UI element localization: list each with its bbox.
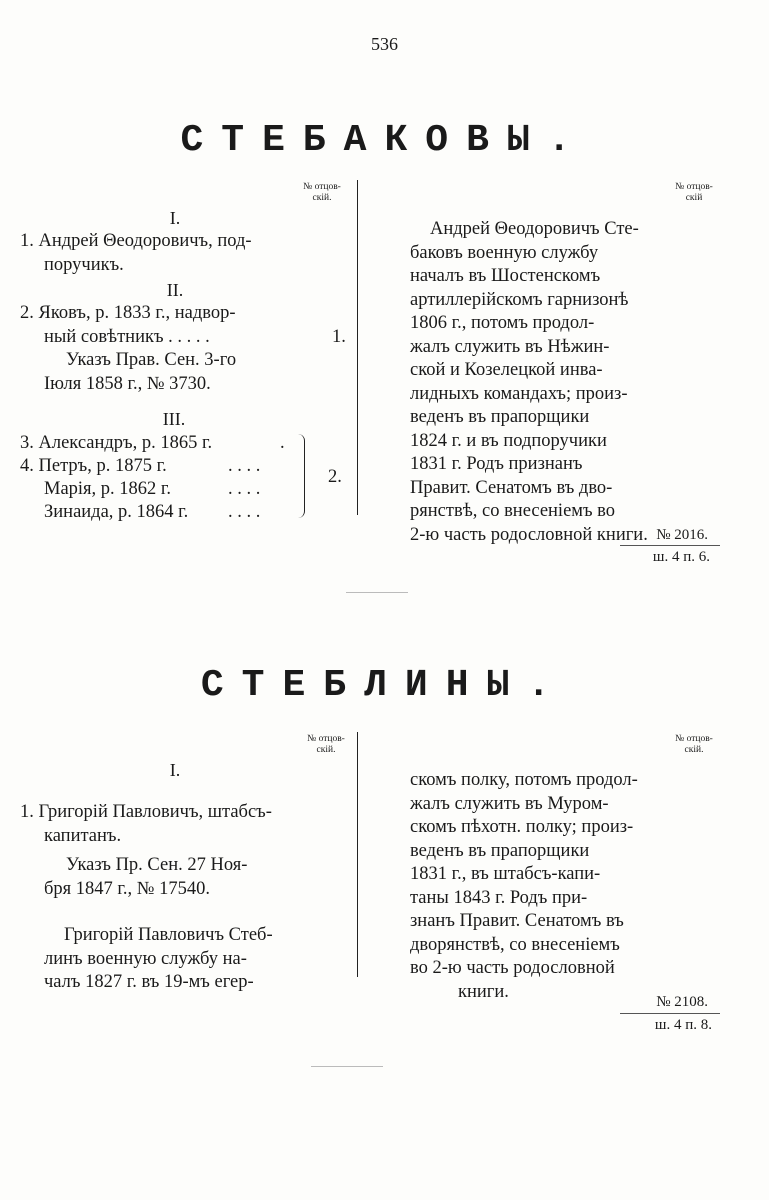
right-column-header <box>662 182 726 204</box>
text-line: Андрей Θеодоровичъ Сте- <box>430 219 639 239</box>
column-divider <box>357 732 358 977</box>
column-header-line: скій. <box>684 745 704 755</box>
column-header-line: скій. <box>312 193 332 203</box>
father-ref-number: 1. <box>332 327 346 347</box>
left-column-header <box>290 182 354 204</box>
text-line: таны 1843 г. Родъ при- <box>410 887 588 908</box>
generation-heading: I. <box>169 208 181 228</box>
generation-heading: II. <box>166 280 184 300</box>
text-line: 2-ю часть родословной книги. <box>410 524 648 545</box>
child-entry: 3. Александръ, р. 1865 г. <box>20 433 213 453</box>
family-history-text <box>410 218 668 547</box>
family-title-stebakovy: СТЕБАКОВЫ. <box>180 119 589 162</box>
archive-location: ш. 4 п. 6. <box>652 549 710 565</box>
text-line: скомъ полку, потомъ продол- <box>410 770 638 790</box>
text-line: знанъ Правит. Сенатомъ въ <box>410 911 624 931</box>
page-number: 536 <box>371 34 398 54</box>
text-line: чалъ 1827 г. въ 19-мъ егер- <box>44 972 254 992</box>
archive-location: ш. 4 п. 8. <box>654 1017 712 1033</box>
decree-line: бря 1847 г., № 17540. <box>44 879 210 899</box>
genealogy-entry-line: 1. Григорій Павловичъ, штабсъ- <box>20 802 272 822</box>
leader-dots: . . . . <box>228 479 261 499</box>
column-header-line: № отцов- <box>307 734 345 744</box>
left-column-header <box>294 734 358 756</box>
column-header-line: скій <box>685 193 703 203</box>
text-line: жалъ служить въ Нѣжин- <box>410 336 610 357</box>
text-line: 1806 г., потомъ продол- <box>410 313 595 333</box>
family-history-text-start <box>44 924 304 995</box>
text-line: жалъ служить въ Муром- <box>410 793 609 814</box>
text-line: Правит. Сенатомъ въ дво- <box>410 477 613 498</box>
leader-dots: . <box>280 433 285 453</box>
family-title-steblinny: СТЕБЛИНЫ. <box>200 664 569 707</box>
text-line: ской и Козелецкой инва- <box>410 360 603 380</box>
decree-line: Указъ Пр. Сен. 27 Ноя- <box>66 855 248 875</box>
decree-line: Іюля 1858 г., № 3730. <box>44 374 211 394</box>
text-line: рянствѣ, со внесеніемъ во <box>410 501 616 521</box>
genealogy-entry-line: поручикъ. <box>44 255 124 275</box>
child-entry: Зинаида, р. 1864 г. <box>44 502 189 522</box>
column-header-line: № отцов- <box>675 734 713 744</box>
family-history-text-continued <box>410 769 668 1004</box>
text-line: артиллерійскомъ гарнизонѣ <box>410 289 629 310</box>
decree-line: Указъ Прав. Сен. 3-го <box>66 350 237 370</box>
genealogy-entry-line: 1. Андрей Θеодоровичъ, под- <box>20 231 252 251</box>
text-line: скомъ пѣхотн. полку; произ- <box>410 817 634 837</box>
leader-dots: . . . . <box>228 456 261 476</box>
generation-heading: I. <box>169 760 181 780</box>
text-line: 1831 г. Родъ признанъ <box>410 454 583 474</box>
archive-number: № 2016. <box>656 527 708 543</box>
generation-heading: III. <box>162 409 186 429</box>
text-line: лидныхъ командахъ; произ- <box>410 383 628 404</box>
section-separator <box>346 592 408 593</box>
archive-number: № 2108. <box>656 994 708 1010</box>
text-line: началъ въ Шостенскомъ <box>410 266 601 286</box>
text-line: во 2-ю часть родословной <box>410 958 615 978</box>
text-line: 1831 г., въ штабсъ-капи- <box>410 864 601 884</box>
reference-rule <box>620 545 720 546</box>
column-header-line: скій. <box>316 745 336 755</box>
child-entry: Марія, р. 1862 г. <box>44 479 172 499</box>
leader-dots: . . . . <box>228 502 261 522</box>
reference-rule <box>620 1013 720 1014</box>
column-divider <box>357 180 358 515</box>
column-header-line: № отцов- <box>303 182 341 192</box>
text-line: линъ военную службу на- <box>44 948 247 969</box>
text-line: книги. <box>458 981 509 1002</box>
text-line: баковъ военную службу <box>410 242 599 263</box>
text-line: веденъ въ прапорщики <box>410 840 590 861</box>
text-line: Григорій Павловичъ Стеб- <box>64 925 273 945</box>
child-entry: 4. Петръ, р. 1875 г. <box>20 456 167 476</box>
text-line: 1824 г. и въ подпоручики <box>410 430 607 451</box>
text-line: веденъ въ прапорщики <box>410 407 590 427</box>
children-bracket <box>298 434 305 518</box>
column-header-line: № отцов- <box>675 182 713 192</box>
section-separator <box>311 1066 383 1067</box>
text-line: дворянствѣ, со внесеніемъ <box>410 934 620 955</box>
father-ref-number: 2. <box>328 467 342 487</box>
genealogy-entry-line: капитанъ. <box>44 826 122 846</box>
genealogy-entry-line: ный совѣтникъ . . . . . <box>44 327 210 347</box>
right-column-header <box>662 734 726 756</box>
genealogy-entry-line: 2. Яковъ, р. 1833 г., надвор- <box>20 303 236 323</box>
